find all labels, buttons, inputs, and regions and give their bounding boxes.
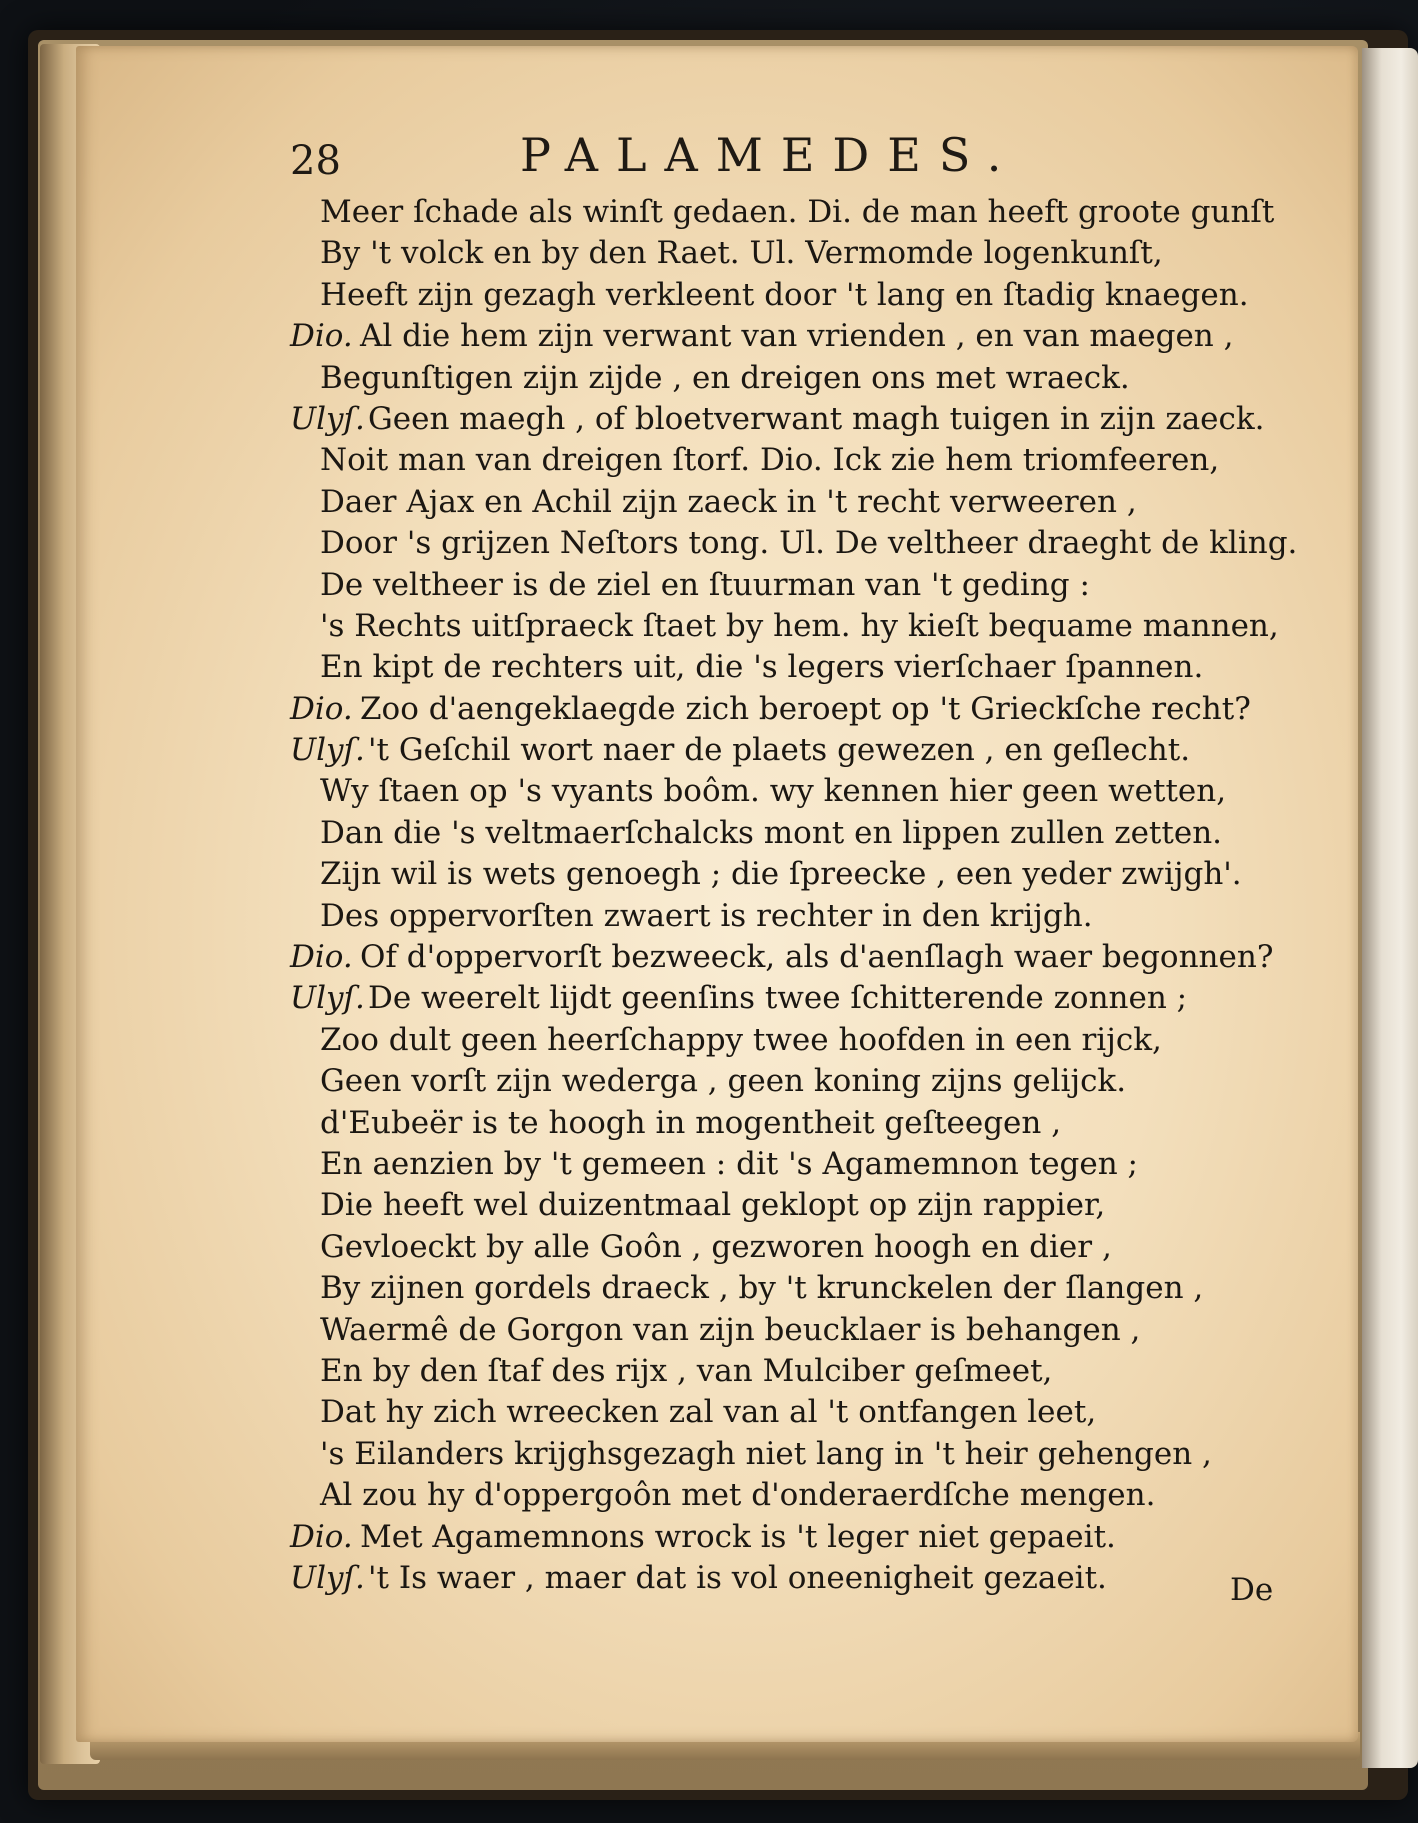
verse-text: Die heeft wel duizentmaal geklopt op zijn rappier, [320,1187,1106,1224]
speaker-label: Ulyſ. [290,980,365,1017]
verse-line [290,854,1290,895]
verse-line [290,1310,1290,1351]
verse-line [290,1475,1290,1516]
verse-text: d'Eubeër is te hoogh in mogentheit geſteegen , [320,1104,1062,1141]
verse-line [290,233,1290,274]
verse-line [290,565,1290,606]
verse-text: Noit man van dreigen ſtorf. Dio. Ick zie hem triomfeeren, [320,442,1220,479]
verse-text: En kipt de rechters uit, die 's legers vierſchaer ſpannen. [320,649,1204,686]
speaker-label: Ulyſ. [290,732,365,769]
speaker-label: Dio. [290,690,353,727]
verse-text: Waermê de Gorgon van zijn beucklaer is behangen , [320,1311,1141,1348]
verse-text: Zoo dult geen heerſchappy twee hoofden in een rijck, [320,1021,1162,1058]
verse-text: Zoo d'aengeklaegde zich beroept op 't Grieckſche recht? [360,690,1251,727]
verse-line [290,482,1290,523]
verse-text: Dat hy zich wreecken zal van al 't ontfangen leet, [320,1394,1097,1431]
verse-text: En by den ſtaf des rijx , van Mulciber geſmeet, [320,1352,1053,1389]
catchword: De [1230,1572,1274,1608]
verse-line [290,1103,1290,1144]
verse-line [290,523,1298,564]
verse-line [290,275,1290,316]
verse-text: Al die hem zijn verwant van vrienden , en van maegen , [360,318,1234,355]
verse-text: De weerelt lijdt geenſins twee ſchitterende zonnen ; [368,980,1188,1017]
verse-text: By 't volck en by den Raet. Ul. Vermomde logenkunſt, [320,235,1163,272]
verse-line [290,606,1290,647]
verse-line [290,647,1290,688]
speaker-label: Ulyſ. [290,400,365,437]
speaker-label: Dio. [290,939,353,976]
verse-text: Wy ſtaen op 's vyants boôm. wy kennen hier geen wetten, [320,773,1227,810]
verse-line [290,1558,1290,1599]
verse-line [290,358,1290,399]
speaker-label: Dio. [290,318,353,355]
verse-text: Heeft zijn gezagh verkleent door 't lang en ſtadig knaegen. [320,276,1249,313]
verse-text: Dan die 's veltmaerſchalcks mont en lippen zullen zetten. [320,814,1223,851]
verse-text: 's Rechts uitſpraeck ſtaet by hem. hy kieſt bequame mannen, [320,607,1279,644]
verse-text: Of d'oppervorſt bezweeck, als d'aenſlagh waer begonnen? [360,939,1274,976]
verse-line [290,1434,1290,1475]
verse-text: By zijnen gordels draeck , by 't krunckelen der ſlangen , [320,1270,1204,1307]
verse-line [290,730,1290,771]
verse-line [290,1185,1290,1226]
verse-text-block [290,192,1298,1599]
verse-text: De veltheer is de ziel en ſtuurman van 't geding : [320,566,1090,603]
verse-line [290,689,1290,730]
verse-line [290,1351,1290,1392]
verse-line [290,771,1290,812]
running-head: PALAMEDES. [520,128,1020,182]
verse-line [290,978,1290,1019]
verse-line [290,1061,1290,1102]
verse-text: Met Agamemnons wrock is 't leger niet gepaeit. [360,1518,1116,1555]
verse-line [290,192,1290,233]
verse-text: 's Eilanders krijghsgezagh niet lang in 't heir gehengen , [320,1435,1212,1472]
verse-line [290,1517,1290,1558]
verse-text: Zijn wil is wets genoegh ; die ſpreecke , een yeder zwijgh'. [320,856,1242,893]
verse-text: Meer ſchade als winſt gedaen. Di. de man heeft groote gunſt [320,194,1275,230]
verse-line [290,1227,1290,1268]
verse-line [290,813,1290,854]
speaker-label: Dio. [290,1518,353,1555]
page-number: 28 [290,138,341,184]
verse-line [290,399,1290,440]
verse-text: Door 's grijzen Neſtors tong. Ul. De veltheer draeght de kling. [320,525,1298,562]
verse-text: Gevloeckt by alle Goôn , gezworen hoogh en dier , [320,1228,1112,1265]
speaker-label: Ulyſ. [290,1559,365,1596]
facing-page-edge [1362,48,1418,1768]
verse-text: Des oppervorſten zwaert is rechter in den krijgh. [320,897,1093,934]
verse-line [290,1268,1290,1309]
verse-line [290,896,1290,937]
verse-line [290,937,1290,978]
verse-line [290,1144,1290,1185]
verse-text: 't Geſchil wort naer de plaets gewezen , en geſlecht. [368,732,1191,769]
verse-line [290,316,1290,357]
verse-text: Begunſtigen zijn zijde , en dreigen ons met wraeck. [320,359,1130,396]
verse-line [290,440,1290,481]
verse-line [290,1392,1290,1433]
verse-text: 't Is waer , maer dat is vol oneenigheit gezaeit. [368,1559,1107,1596]
verse-text: Daer Ajax en Achil zijn zaeck in 't recht verweeren , [320,483,1137,520]
verse-text: En aenzien by 't gemeen : dit 's Agamemnon tegen ; [320,1145,1139,1182]
verse-text: Geen maegh , of bloetverwant magh tuigen in zijn zaeck. [368,400,1265,437]
verse-text: Al zou hy d'oppergoôn met d'onderaerdſche mengen. [320,1477,1156,1514]
verse-line [290,1020,1290,1061]
verse-text: Geen vorſt zijn wederga , geen koning zijns gelijck. [320,1063,1127,1100]
